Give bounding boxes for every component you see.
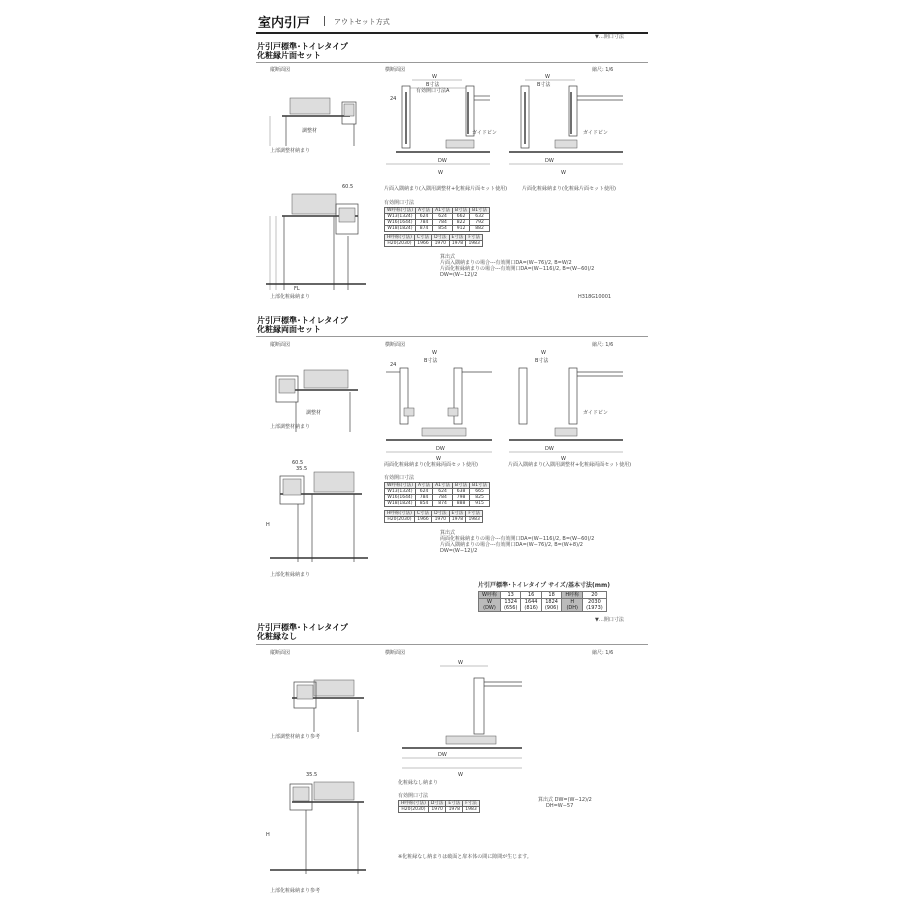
- adj-label: 調整材: [306, 410, 322, 416]
- section1-vertical-drawing: [262, 76, 372, 306]
- section2-formula-1: 両面化粧縁納まりの場合---有効開口DA=(W−116)/2, B=(W−60)/2: [440, 536, 595, 542]
- dim-w-top: W: [541, 350, 546, 356]
- section1-table-h: H呼称(寸法) C寸法 D寸法 E寸法 F寸法 H20(2030) 1966 1970 1978 1983: [384, 234, 483, 247]
- section1-scale: 縮尺: 1/6: [592, 67, 614, 73]
- section2-horizontal-left: [382, 348, 494, 460]
- section1-table-w: W呼称(寸法) A寸法 A1寸法 B寸法 B1寸法 W13(1324) 624 624 662 632 W16(1644) 784 784 822 792 W18(1824) 874 854 912 882: [384, 207, 490, 232]
- dim-dw: DW: [438, 158, 447, 164]
- section1-formula-0: 算出式: [440, 254, 456, 260]
- page-title: 室内引戸: [258, 16, 311, 31]
- section1-code: H318G10001: [578, 294, 612, 300]
- size-table: W呼称 13 16 18 H呼称 20 W (DW) 1324 (656) 1644 (816) 1824 (906) H (DH) 2030 (1973): [478, 591, 607, 612]
- section2-horizontal-right: [505, 348, 625, 460]
- section2-title2: 化粧縁両面セット: [257, 325, 321, 334]
- dim-24: 24: [390, 362, 397, 368]
- section1-rule: [256, 62, 648, 63]
- legend-note: ▼…開口寸法: [595, 34, 624, 40]
- section1-formula-2: 片面化粧縁納まりの場合---有効開口DA=(W−116)/2, B=(W−60)/2: [440, 266, 595, 272]
- section3-label-vertical: 縦断面図: [270, 650, 291, 656]
- dim-60: 60.5: [292, 460, 304, 466]
- section1-cap-right: 片面化粧縁納まり(化粧縁片面セット使用): [522, 186, 616, 192]
- section3-title1: 片引戸標準･トイレタイプ: [257, 623, 348, 632]
- section1-cap-left: 片面入隅納まり(入隅用調整材+化粧縁片面セット使用): [384, 186, 508, 192]
- section1-formula-3: DW=(W−12)/2: [440, 272, 478, 278]
- dim-h: H: [266, 832, 270, 838]
- section2-cap-left: 両面化粧縁納まり(化粧縁両面セット使用): [384, 462, 478, 468]
- section2-label-horizontal: 横断面図: [385, 342, 406, 348]
- section1-formula-1: 片面入隅納まりの場合---有効開口DA=(W−76)/2, B=W/2: [440, 260, 572, 266]
- header-rule: [256, 32, 648, 34]
- dim-w: W: [561, 456, 566, 462]
- dim-w-top: W: [545, 74, 550, 80]
- dim-w: W: [561, 170, 566, 176]
- dim-eff: 有効開口寸法A: [416, 88, 450, 94]
- section2-cap-upper: 上部調整材納まり: [270, 424, 311, 430]
- dim-w-top: W: [458, 660, 463, 666]
- section3-formula-1: DH=W−57: [546, 803, 574, 809]
- title-separator: [324, 16, 325, 26]
- section1-table-title: 有効開口寸法: [384, 200, 415, 206]
- section2-cap-frame: 上部化粧縁納まり: [270, 572, 311, 578]
- section2-label-vertical: 縦断面図: [270, 342, 291, 348]
- section3-horizontal-drawing: [398, 658, 528, 778]
- section2-title1: 片引戸標準･トイレタイプ: [257, 316, 348, 325]
- section3-note: ※化粧縁なし納まりは破面と扉本体の間に隙間が生じます。: [398, 854, 532, 860]
- dim-dw: DW: [438, 752, 447, 758]
- dim-b: B寸法: [424, 358, 438, 364]
- section3-vertical-drawing: [262, 660, 374, 890]
- section1-title2: 化粧縁片面セット: [257, 51, 321, 60]
- section2-vertical-drawing: [262, 352, 374, 572]
- section3-label-horizontal: 横断面図: [385, 650, 406, 656]
- section3-formula-0: 算出式 DW=(W−12)/2: [538, 797, 592, 803]
- dim-h: H: [266, 522, 270, 528]
- section2-table-w: W呼称(寸法) A寸法 A1寸法 B寸法 B1寸法 W13(1324) 624 624 638 665 W16(1644) 784 784 798 825 W18(1824) 854 874 888 915: [384, 482, 490, 507]
- adj-label: 調整材: [302, 128, 318, 134]
- section1-label-vertical: 縦断面図: [270, 67, 291, 73]
- section2-formula-3: DW=(W−12)/2: [440, 548, 478, 554]
- section2-table-h: H呼称(寸法) C寸法 D寸法 E寸法 F寸法 H20(2030) 1966 1970 1978 1983: [384, 510, 483, 523]
- dim-w-top: W: [432, 74, 437, 80]
- dim-dw: DW: [545, 446, 554, 452]
- page-subtitle: アウトセット方式: [334, 18, 390, 26]
- section2-formula-2: 片面入隅納まりの場合---有効開口DA=(W−76)/2, B=(W+8)/2: [440, 542, 583, 548]
- section3-scale: 縮尺: 1/6: [592, 650, 614, 656]
- section1-cap-upper: 上部調整材納まり: [270, 148, 311, 154]
- dim-60: 60.5: [342, 184, 354, 190]
- dim-b: B寸法: [537, 82, 551, 88]
- section1-horizontal-right: [505, 74, 625, 184]
- size-table-title: 片引戸標準･トイレタイプ サイズ/基本寸法(mm): [478, 582, 610, 589]
- guide-label: ガイドピン: [583, 410, 608, 416]
- dim-w: W: [458, 772, 463, 778]
- dim-w-top: W: [432, 350, 437, 356]
- section3-table-title: 有効開口寸法: [398, 793, 429, 799]
- section1-horizontal-left: [382, 74, 497, 184]
- dim-dw: DW: [545, 158, 554, 164]
- dim-dw: DW: [436, 446, 445, 452]
- section3-cap-horizontal: 化粧縁なし納まり: [398, 780, 439, 786]
- section3-cap-frame: 上部化粧縁納まり参考: [270, 888, 321, 894]
- guide-label: ガイドピン: [583, 130, 608, 136]
- section3-cap-upper: 上部調整材納まり参考: [270, 734, 321, 740]
- section3-legend: ▼…開口寸法: [595, 617, 624, 623]
- dim-35: 35.5: [306, 772, 318, 778]
- section1-title1: 片引戸標準･トイレタイプ: [257, 42, 348, 51]
- section3-title2: 化粧縁なし: [257, 632, 297, 641]
- section3-rule: [256, 644, 648, 645]
- section1-label-horizontal: 横断面図: [385, 67, 406, 73]
- guide-label: ガイドピン: [472, 130, 497, 136]
- dim-w: W: [438, 170, 443, 176]
- dim-24: 24: [390, 96, 397, 102]
- section2-rule: [256, 336, 648, 337]
- section2-scale: 縮尺: 1/6: [592, 342, 614, 348]
- dim-b: B寸法: [426, 82, 440, 88]
- section2-cap-right: 片面入隅納まり(入隅用調整材+化粧縁両面セット使用): [508, 462, 632, 468]
- dim-b: B寸法: [535, 358, 549, 364]
- dim-w: W: [436, 456, 441, 462]
- section3-table-h: H呼称(寸法) D寸法 E寸法 F寸法 H20(2030) 1970 1978 1983: [398, 800, 480, 813]
- section2-table-title: 有効開口寸法: [384, 475, 415, 481]
- dim-35: 35.5: [296, 466, 308, 472]
- fl-label: FL: [294, 286, 300, 292]
- section2-formula-0: 算出式: [440, 530, 456, 536]
- section1-cap-frame: 上部化粧縁納まり: [270, 294, 311, 300]
